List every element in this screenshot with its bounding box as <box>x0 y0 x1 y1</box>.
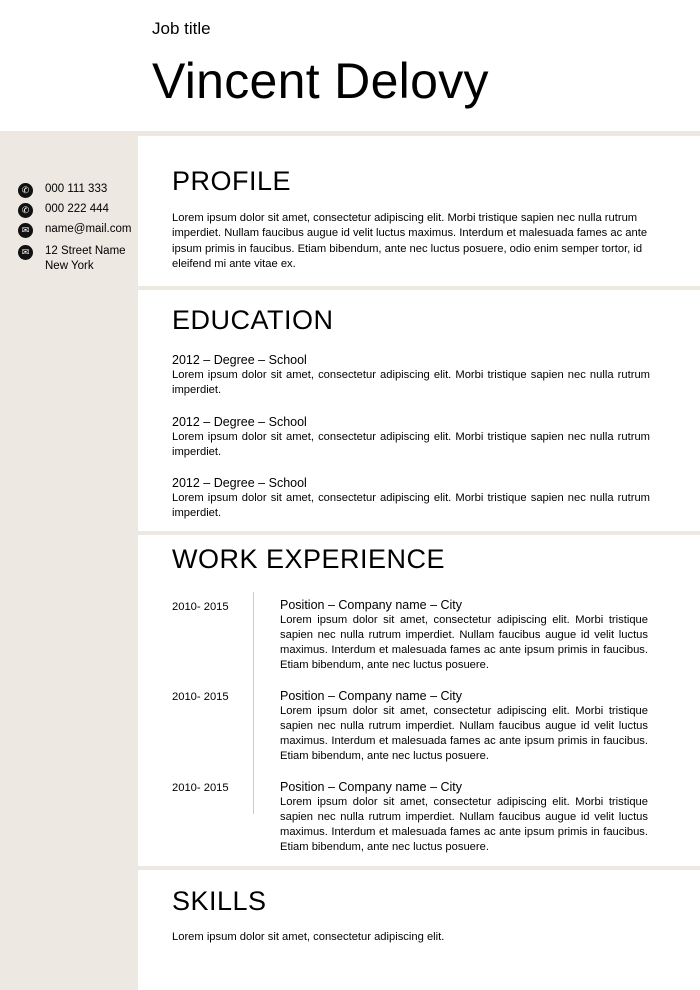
work-item <box>280 779 648 855</box>
timeline-line <box>253 592 254 814</box>
work-title: WORK EXPERIENCE <box>172 544 446 574</box>
work-heading: Position – Company name – City <box>280 598 463 612</box>
education-heading: 2012 – Degree – School <box>172 353 307 367</box>
skills-title: SKILLS <box>172 886 267 916</box>
phone-icon: ✆ <box>18 203 33 218</box>
mail-icon: ✉ <box>18 245 33 260</box>
education-item <box>172 475 650 522</box>
resume-header <box>0 0 700 131</box>
work-desc: Lorem ipsum dolor sit amet, consectetur adipiscing elit. Morbi tristique sapien nec nulla rutrum imperdiet. Nullam faucibus augue id velit luctus maximus. Interdum et malesuada fames ac ante ipsum primis in faucibus. Etiam bibendum, ante nec luctus posuere. <box>280 705 648 763</box>
job-title: Job title <box>152 19 211 38</box>
section-divider <box>138 286 700 290</box>
contact-text-line2: New York <box>45 260 94 272</box>
work-item <box>280 597 648 673</box>
work-desc: Lorem ipsum dolor sit amet, consectetur adipiscing elit. Morbi tristique sapien nec nulla rutrum imperdiet. Nullam faucibus augue id velit luctus maximus. Interdum et malesuada fames ac ante ipsum primis in faucibus. Etiam bibendum, ante nec luctus posuere. <box>280 614 648 672</box>
top-divider <box>138 131 700 136</box>
contact-text: 000 222 444 <box>45 203 109 215</box>
education-item <box>172 352 650 399</box>
candidate-name: Vincent Delovy <box>152 53 489 109</box>
education-title: EDUCATION <box>172 305 334 335</box>
section-divider <box>138 531 700 535</box>
mail-icon: ✉ <box>18 223 33 238</box>
profile-title: PROFILE <box>172 166 292 196</box>
contact-text: name@mail.com <box>45 223 132 235</box>
education-heading: 2012 – Degree – School <box>172 415 307 429</box>
work-years: 2010- 2015 <box>172 601 229 613</box>
skills-text: Lorem ipsum dolor sit amet, consectetur adipiscing elit. <box>172 931 445 943</box>
education-desc: Lorem ipsum dolor sit amet, consectetur adipiscing elit. Morbi tristique sapien nec nulla rutrum imperdiet. <box>172 492 650 520</box>
education-item <box>172 414 650 461</box>
education-desc: Lorem ipsum dolor sit amet, consectetur adipiscing elit. Morbi tristique sapien nec nulla rutrum imperdiet. <box>172 369 650 397</box>
work-desc: Lorem ipsum dolor sit amet, consectetur adipiscing elit. Morbi tristique sapien nec nulla rutrum imperdiet. Nullam faucibus augue id velit luctus maximus. Interdum et malesuada fames ac ante ipsum primis in faucibus. Etiam bibendum, ante nec luctus posuere. <box>280 796 648 854</box>
section-divider <box>138 866 700 870</box>
education-heading: 2012 – Degree – School <box>172 476 307 490</box>
work-years: 2010- 2015 <box>172 782 229 794</box>
work-years: 2010- 2015 <box>172 691 229 703</box>
contact-text: 12 Street Name <box>45 245 126 257</box>
work-heading: Position – Company name – City <box>280 780 463 794</box>
education-desc: Lorem ipsum dolor sit amet, consectetur adipiscing elit. Morbi tristique sapien nec nulla rutrum imperdiet. <box>172 431 650 459</box>
work-heading: Position – Company name – City <box>280 689 463 703</box>
work-item <box>280 688 648 764</box>
profile-text: Lorem ipsum dolor sit amet, consectetur adipiscing elit. Morbi tristique sapien nec nulla rutrum imperdiet. Nullam faucibus augue id velit luctus maximus. Interdum et malesuada fames ac ante ipsum primis in faucibus. Etiam bibendum, ante nec luctus posuere, odio enim semper tortor, id eleifend mi ante vitae ex. <box>172 212 648 271</box>
phone-icon: ✆ <box>18 183 33 198</box>
contact-text: 000 111 333 <box>45 183 108 195</box>
